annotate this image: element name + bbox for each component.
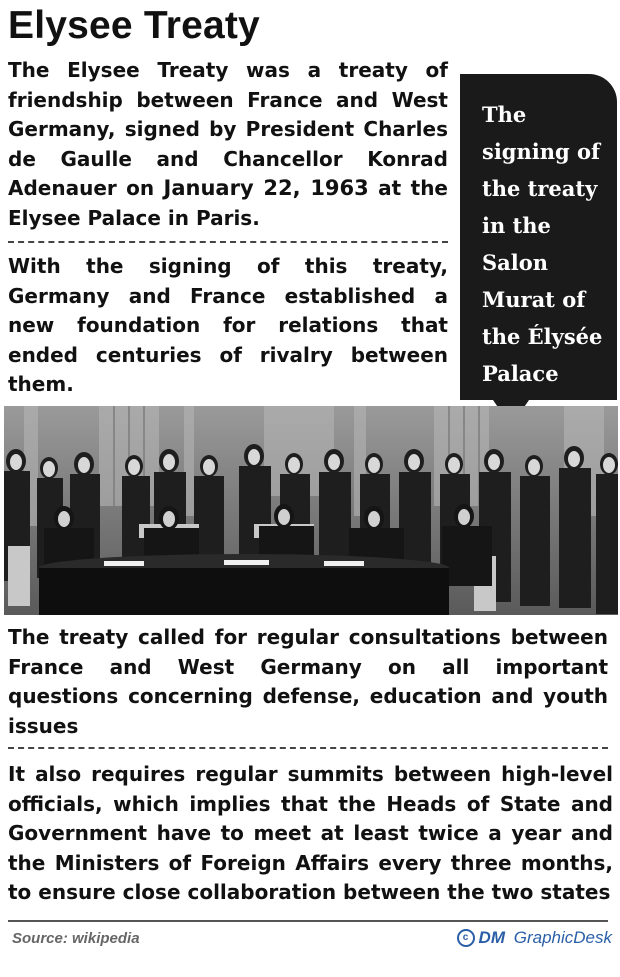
consultations-paragraph: The treaty called for regular consultations between France and West Germany on all important questions concerning defense, education and youth issues [8,625,608,738]
credit-mark: DM [478,928,505,947]
signing-date: January 22, 1963 [163,176,369,200]
intro-text-end: at the Elysee Palace in Paris. [8,176,448,230]
summits-paragraph: It also requires regular summits between high-level officials, which implies that the Heads of State and Government have to meet at least twice a year and the Ministers of Foreign Affairs every three months, to ensure close collaboration between the two states [8,762,613,904]
photo-caption-callout [460,74,617,400]
page-title: Elysee Treaty [8,4,260,47]
intro-text-start: The Elysee Treaty was a treaty of friendship between France and West Germany, signed by President Charles de Gaulle and Chancellor Konrad Adenauer on [8,58,448,200]
copyright-icon: c [457,929,475,947]
dashed-divider [8,747,608,749]
credit-text: GraphicDesk [513,928,612,947]
dashed-divider [8,241,448,243]
photo-illustration [4,406,618,615]
publisher-credit [457,928,612,948]
signing-ceremony-photo [4,406,618,615]
relations-paragraph: With the signing of this treaty, Germany and France established a new foundation for relations that ended centuries of rivalry between them. [8,254,448,396]
source-credit: Source: wikipedia [12,930,140,947]
footer-rule [8,920,608,922]
intro-paragraph [8,56,448,233]
photo-caption: The signing of the treaty in the Salon Murat of the Élysée Palace [482,102,603,386]
